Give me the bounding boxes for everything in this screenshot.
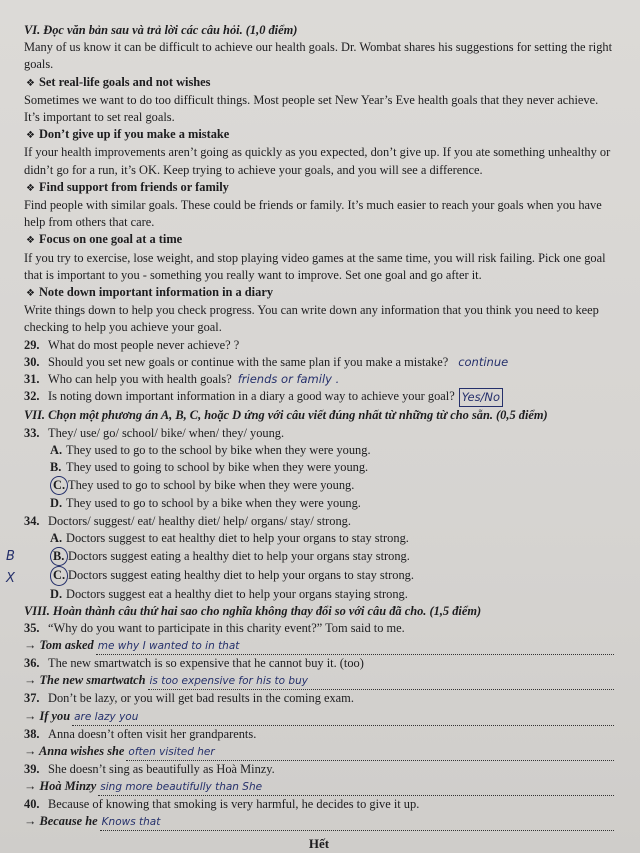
diamond-bullet-icon: ❖: [26, 235, 35, 247]
tip-body: Find people with similar goals. These could be friends or family. It’s much easier to reach your goals when you have help from others that care.: [24, 198, 602, 230]
option-c-crossed[interactable]: C. Doctors suggest eating healthy diet to help your organs to stay strong.: [24, 566, 614, 585]
question-35: 35. “Why do you want to participate in this charity event?” Tom said to me. → Tom asked me why I wanted to in that: [24, 620, 614, 655]
tip-1: [24, 74, 614, 127]
option-b[interactable]: B. They used to going to school by bike when they were young.: [50, 460, 369, 475]
answer-lead: → If you: [24, 708, 71, 723]
answer-lead: → Because he: [24, 814, 98, 829]
question-text: Is noting down important information in a diary a good way to achieve your goal?: [48, 389, 455, 404]
diamond-bullet-icon: ❖: [26, 77, 35, 89]
section-6-title: VI. Đọc văn bản sau và trả lời các câu hỏi. (1,0 điểm): [24, 23, 298, 37]
answer-lead: → The new smartwatch: [24, 673, 146, 688]
answer-lead: → Tom asked: [24, 638, 94, 653]
answer-line[interactable]: Knows that: [100, 817, 614, 831]
tip-heading: Set real-life goals and not wishes: [38, 74, 211, 89]
tip-heading: Focus on one goal at a time: [38, 232, 183, 247]
option-d[interactable]: D. They used to go to school by a bike when they were young.: [50, 496, 361, 511]
question-text: Don’t be lazy, or you will get bad results in the coming exam.: [48, 691, 354, 706]
question-text: Because of knowing that smoking is very harmful, he decides to give it up.: [48, 796, 420, 811]
option-a[interactable]: A. Doctors suggest to eat healthy diet to help your organs to stay strong.: [50, 530, 409, 545]
question-text: She doesn’t sing as beautifully as Hoà Minzy.: [48, 761, 275, 776]
handwritten-answer: continue: [458, 354, 509, 369]
tip-2: [24, 126, 614, 179]
handwritten-answer: friends or family .: [237, 372, 340, 387]
answer-line[interactable]: sing more beautifully than She: [98, 782, 614, 796]
question-text: What do most people never achieve?: [48, 337, 231, 352]
tip-3: [24, 179, 614, 232]
tip-5: [24, 284, 614, 337]
question-prompt: Doctors/ suggest/ eat/ healthy diet/ help/ organs/ stay/ strong.: [48, 513, 351, 528]
question-30: 30. Should you set new goals or continue with the same plan if you make a mistake? continue: [24, 354, 614, 371]
section-8-title: VIII. Hoàn thành câu thứ hai sao cho nghĩa không thay đổi so với câu đã cho. (1,5 điểm): [24, 603, 482, 618]
tip-heading: Don’t give up if you make a mistake: [38, 127, 230, 142]
answer-line[interactable]: often visited her: [126, 747, 614, 761]
handwritten-answer: Yes/No: [459, 388, 503, 407]
option-b-selected[interactable]: B. Doctors suggest eating a healthy diet to help your organs stay strong.: [24, 547, 614, 566]
question-38: 38. Anna doesn’t often visit her grandparents. → Anna wishes she often visited her: [24, 726, 614, 761]
tip-body: Sometimes we want to do too difficult things. Most people set New Year’s Eve health goals that they never achieve. It’s important to set real goals.: [24, 92, 599, 125]
question-prompt: They/ use/ go/ school/ bike/ when/ they/ young.: [48, 425, 285, 440]
end-marker: Hết: [308, 836, 330, 852]
margin-note-b: B: [6, 549, 15, 564]
question-36: 36. The new smartwatch is so expensive that he cannot buy it. (too) → The new smartwatch is too expensive for his to buy: [24, 655, 614, 690]
question-text: Should you set new goals or continue with the same plan if you make a mistake?: [48, 354, 449, 369]
question-40: 40. Because of knowing that smoking is very harmful, he decides to give it up. → Because he Knows that: [24, 796, 614, 831]
question-33: 33. They/ use/ go/ school/ bike/ when/ they/ young.: [24, 425, 614, 442]
answer-line[interactable]: me why I wanted to in that: [96, 641, 614, 655]
question-text: The new smartwatch is so expensive that he cannot buy it. (too): [48, 656, 364, 671]
answer-lead: → Hoà Minzy: [24, 778, 97, 793]
question-39: 39. She doesn’t sing as beautifully as Hoà Minzy. → Hoà Minzy sing more beautifully than She: [24, 761, 614, 796]
tip-body: Write things down to help you check progress. You can write down any information that you think you need to keep checking to help you achieve your goal.: [24, 303, 599, 335]
diamond-bullet-icon: ❖: [26, 182, 35, 194]
diamond-bullet-icon: ❖: [26, 288, 35, 300]
option-a[interactable]: A. They used to go to the school by bike when they were young.: [50, 442, 371, 457]
section-7-title: VII. Chọn một phương án A, B, C, hoặc D ứng với câu viết đúng nhất từ những từ cho sẵn. (0,5 điểm): [24, 408, 548, 423]
tip-body: If you try to exercise, lose weight, and stop playing video games at the same time, you will risk failing. Pick one goal that is important to you - something you really want to improve. Set one goal and go after it.: [24, 250, 606, 282]
passage-intro: Many of us know it can be difficult to achieve our health goals. Dr. Wombat shares his suggestions for setting the right goals.: [24, 40, 613, 72]
answer-line[interactable]: is too expensive for his to buy: [148, 676, 614, 690]
tip-body: If your health improvements aren’t going as quickly as you expected, don’t give up. If you ate something unhealthy or didn’t go for a run, it’s OK. Keep trying to achieve your goals, and you will see a difference.: [24, 145, 611, 177]
option-c-selected[interactable]: C. They used to go to school by bike when they were young.: [24, 476, 614, 495]
question-text: Who can help you with health goals?: [48, 372, 232, 387]
question-37: 37. Don’t be lazy, or you will get bad results in the coming exam. → If you are lazy you: [24, 690, 614, 725]
question-31: 31. Who can help you with health goals? friends or family .: [24, 371, 614, 388]
answer-lead: → Anna wishes she: [24, 743, 125, 758]
question-32: 32. Is noting down important information in a diary a good way to achieve your goal? Yes/No: [24, 388, 614, 407]
question-29: 29. What do most people never achieve? ?: [24, 337, 240, 352]
tip-heading: Find support from friends or family: [38, 179, 229, 194]
question-text: “Why do you want to participate in this charity event?” Tom said to me.: [48, 620, 405, 635]
diamond-bullet-icon: ❖: [26, 130, 35, 142]
answer-line[interactable]: are lazy you: [72, 712, 614, 726]
tip-heading: Note down important information in a diary: [38, 285, 274, 300]
option-d[interactable]: D. Doctors suggest eat a healthy diet to help your organs staying strong.: [50, 586, 408, 601]
tip-4: [24, 231, 614, 284]
question-34: 34. Doctors/ suggest/ eat/ healthy diet/ help/ organs/ stay/ strong.: [24, 513, 614, 530]
question-text: Anna doesn’t often visit her grandparents.: [48, 726, 257, 741]
margin-note-x: X: [6, 571, 15, 586]
